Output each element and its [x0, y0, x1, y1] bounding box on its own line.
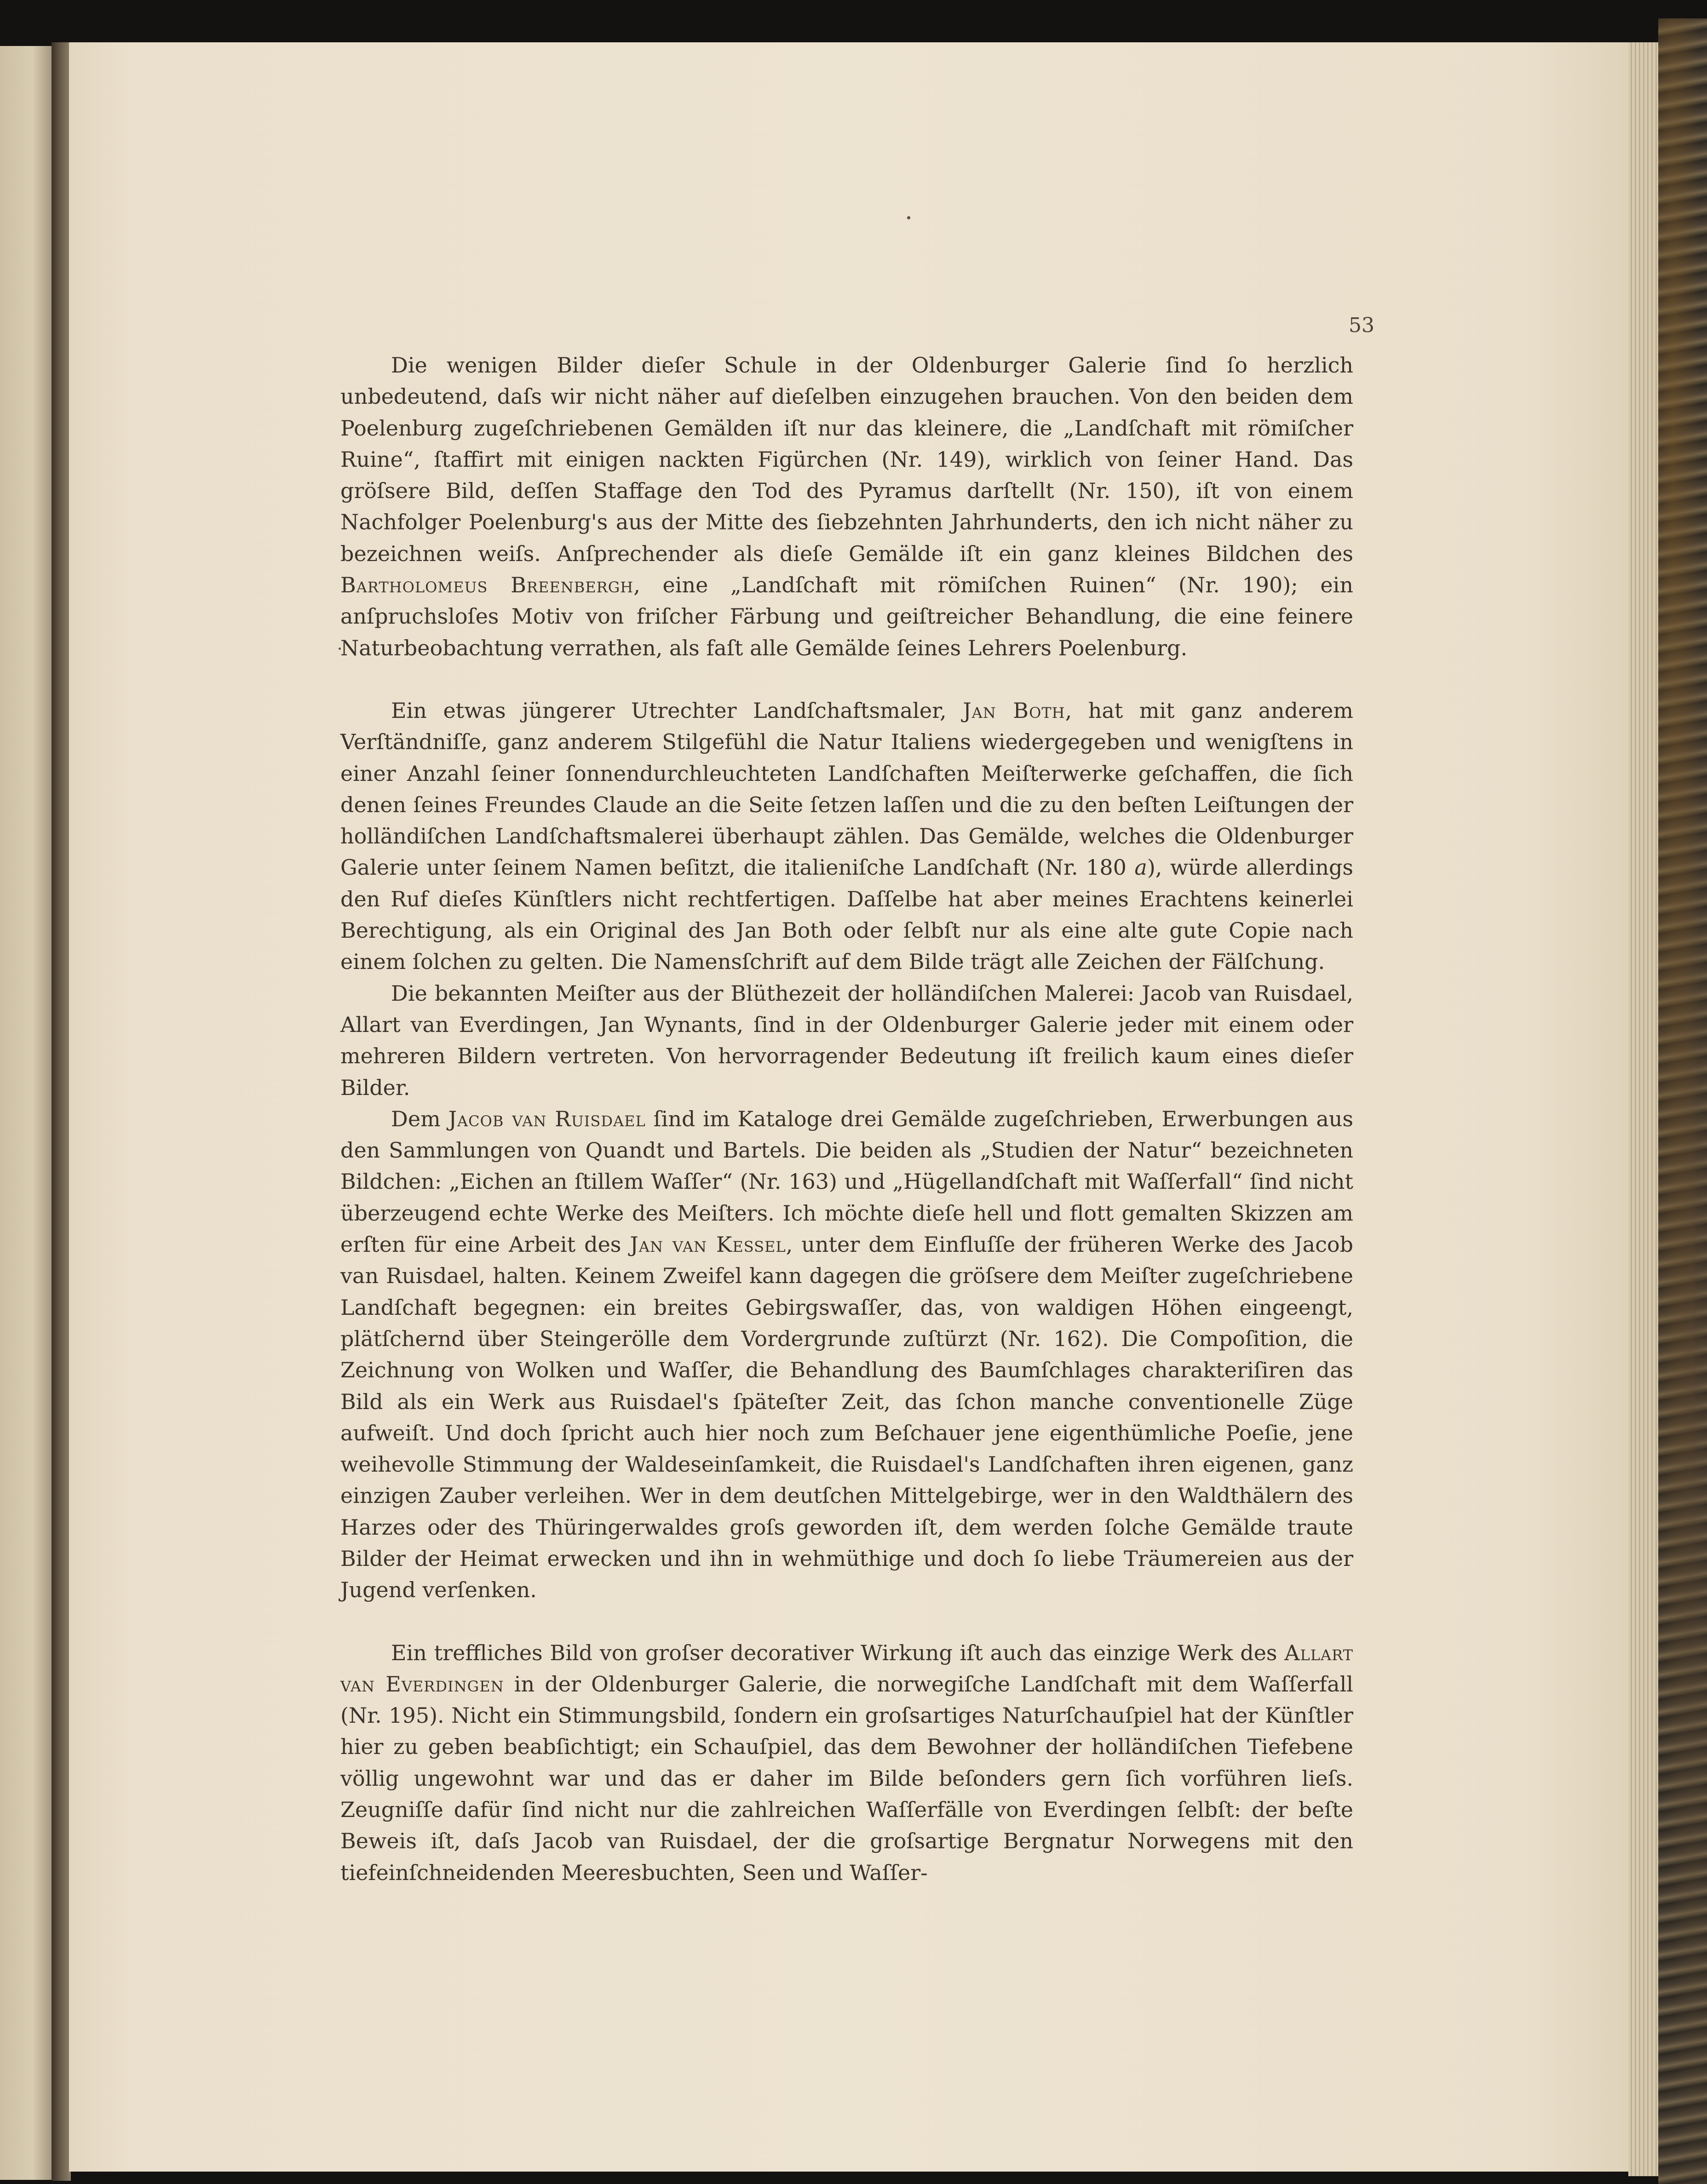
paragraph [340, 1103, 1353, 1606]
text-run: ), würde allerdings den Ruf dieſes Künſtlers nicht rechtfertigen. Daſſelbe hat aber meines Erachtens keinerlei Berechtigung, als ein Original des Jan Both oder ſelbſt nur als eine alte gute Copie nach einem ſolchen zu gelten. Die Namensſchrift auf dem Bilde trägt alle Zeichen der Fälſchung. [340, 855, 1353, 974]
text-run: ſind im Kataloge drei Gemälde zugeſchrieben, Erwerbungen aus den Sammlungen von Quandt und Bartels. Die beiden als „Studien der Natur“ bezeichneten Bildchen: „Eichen an ſtillem Waſſer“ (Nr. 163) und „Hügellandſchaft mit Waſſerfall“ ſind nicht überzeugend echte Werke des Meiſters. Ich möchte dieſe hell und flott gemalten Skizzen am erſten für eine Arbeit des [340, 1106, 1353, 1257]
text-run: , hat mit ganz anderem Verſtändniſſe, ganz anderem Stilgefühl die Natur Italiens wiedergegeben und wenigſtens in einer Anzahl ſeiner ſonnendurchleuchteten Landſchaften Meiſterwerke geſchaffen, die ſich denen ſeines Freundes Claude an die Seite ſetzen laſſen und die zu den beſten Leiſtungen der holländiſchen Landſchaftsmalerei überhaupt zählen. Das Gemälde, welches die Oldenburger Galerie unter ſeinem Namen beſitzt, die italieniſche Landſchaft (Nr. 180 [340, 698, 1354, 880]
body-text [340, 350, 1353, 1888]
page-stack-edge [1628, 42, 1661, 2176]
artist-name: Jacob van Ruisdael [448, 1106, 646, 1131]
paragraph [340, 350, 1353, 664]
book-gutter [52, 42, 71, 2181]
text-run: in der Oldenburger Galerie, die norwegiſche Landſchaft mit dem Waſſerfall (Nr. 195). Nicht ein Stimmungsbild, ſondern ein groſsartiges Naturſchauſpiel hat der Künſtler hier zu geben beabſichtigt; ein Schauſpiel, das dem Bewohner der holländiſchen Tiefebene völlig ungewohnt war und das er daher im Bilde beſonders gern ſich vorführen lieſs. Zeugniſſe dafür ſind nicht nur die zahlreichen Waſſerfälle von Everdingen ſelbſt: der beſte Beweis iſt, daſs Jacob van Ruisdael, der die groſsartige Bergnatur Norwegens mit den tiefeinſchneidenden Meeresbuchten, Seen und Waſſer- [340, 1671, 1354, 1885]
artist-name: Jan van Kessel [630, 1232, 786, 1257]
italic-text: a [1134, 855, 1147, 880]
paragraph [340, 978, 1353, 1103]
paragraph [340, 695, 1353, 978]
text-run: Ein treffliches Bild von groſser decorativer Wirkung iſt auch das einzige Werk des [391, 1640, 1285, 1665]
text-run: Ein etwas jüngerer Utrechter Landſchaftsmaler, [391, 698, 963, 723]
text-run: , eine „Landſchaft mit römiſchen Ruinen“ (Nr. 190); ein anſpruchsloſes Motiv von friſcher Färbung und geiſtreicher Behandlung, die eine feinere Naturbeobachtung verrathen, als faſt alle Gemälde ſeines Lehrers Poelenburg. [340, 573, 1353, 660]
page-number: 53 [1349, 314, 1374, 337]
artist-name: Allart van Everdingen [340, 1640, 1353, 1697]
facing-page-edge [0, 46, 54, 2180]
marbled-binding [1658, 18, 1707, 2184]
artist-name: Jan Both [963, 698, 1065, 723]
text-run: , unter dem Einfluſſe der früheren Werke des Jacob van Ruisdael, halten. Keinem Zweifel kann dagegen die gröſsere dem Meiſter zugeſchriebene Landſchaft begegnen: ein breites Gebirgswaſſer, das, von waldigen Höhen eingeengt, plätſchernd über Steingerölle dem Vordergrunde zuſtürzt (Nr. 162). Die Compoſition, die Zeichnung von Wolken und Waſſer, die Behandlung des Baumſchlages charakteriſiren das Bild als ein Werk aus Ruisdael's ſpäteſter Zeit, das ſchon manche conventionelle Züge aufweiſt. Und doch ſpricht auch hier noch zum Beſchauer jene eigenthümliche Poeſie, jene weihevolle Stimmung der Waldeseinſamkeit, die Ruisdael's Landſchaften ihren eigenen, ganz einzigen Zauber verleihen. Wer in dem deutſchen Mittelgebirge, wer in den Waldthälern des Harzes oder des Thüringerwaldes groſs geworden iſt, dem werden ſolche Gemälde traute Bilder der Heimat erwecken und ihn in wehmüthige und doch ſo liebe Träumereien aus der Jugend verſenken. [340, 1232, 1353, 1603]
paper-speck [907, 216, 910, 219]
text-run: Die bekannten Meiſter aus der Blüthezeit der holländiſchen Malerei: Jacob van Ruisdael, Allart van Everdingen, Jan Wynants, ſind in der Oldenburger Galerie jeder mit einem oder mehreren Bildern vertreten. Von hervorragender Bedeutung iſt freilich kaum eines dieſer Bilder. [340, 980, 1353, 1100]
text-run: Die wenigen Bilder dieſer Schule in der Oldenburger Galerie ſind ſo herzlich unbedeutend, daſs wir nicht näher auf dieſelben einzugehen brauchen. Von den beiden dem Poelenburg zugeſchriebenen Gemälden iſt nur das kleinere, die „Landſchaft mit römiſcher Ruine“, ſtaffirt mit einigen nackten Figürchen (Nr. 149), wirklich von ſeiner Hand. Das gröſsere Bild, deſſen Staffage den Tod des Pyramus darſtellt (Nr. 150), iſt von einem Nachfolger Poelenburg's aus der Mitte des ſiebzehnten Jahrhunderts, den ich nicht näher zu bezeichnen weiſs. Anſprechender als dieſe Gemälde iſt ein ganz kleines Bildchen des [340, 353, 1353, 566]
artist-name: Bartholomeus Breenbergh [340, 573, 634, 598]
text-run: Dem [391, 1106, 448, 1131]
paragraph [340, 1637, 1353, 1888]
